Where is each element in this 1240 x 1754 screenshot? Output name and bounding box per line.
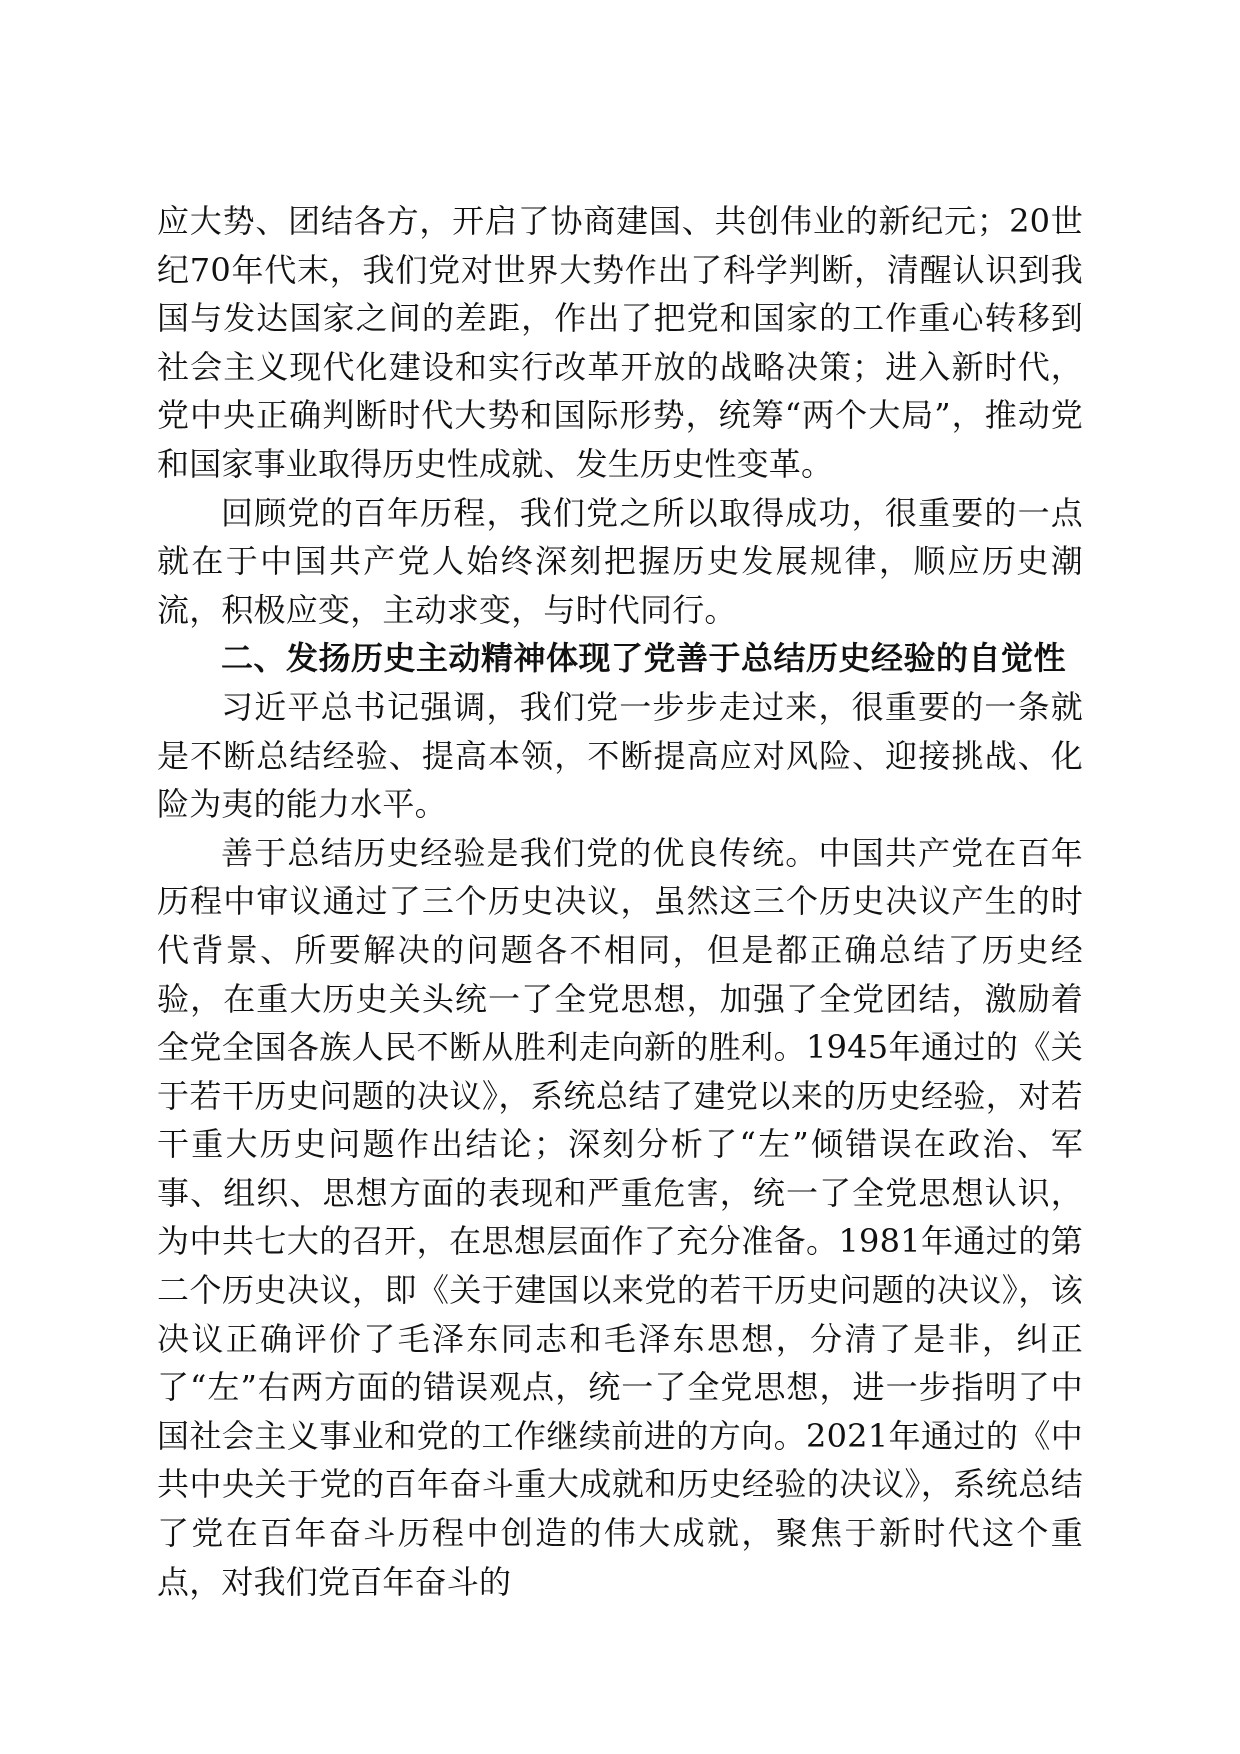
section-heading-two: 二、发扬历史主动精神体现了党善于总结历史经验的自觉性 bbox=[221, 639, 1067, 678]
paragraph-review-century: 回顾党的百年历程，我们党之所以取得成功，很重要的一点就在于中国共产党人始终深刻把握历史发展规律，顺应历史潮流，积极应变，主动求变，与时代同行。 bbox=[157, 493, 1083, 629]
paragraph-historical-resolutions: 善于总结历史经验是我们党的优良传统。中国共产党在百年历程中审议通过了三个历史决议，虽然这三个历史决议产生的时代背景、所要解决的问题各不相同，但是都正确总结了历史经验，在重大历史关头统一了全党思想，加强了全党团结，激励着全党全国各族人民不断从胜利走向新的胜利。1945年通过的《关于若干历史问题的决议》，系统总结了建党以来的历史经验，对若干重大历史问题作出结论；深刻分析了“左”倾错误在政治、军事、组织、思想方面的表现和严重危害，统一了全党思想认识，为中共七大的召开，在思想层面作了充分准备。1981年通过的第二个历史决议，即《关于建国以来党的若干历史问题的决议》，该决议正确评价了毛泽东同志和毛泽东思想，分清了是非，纠正了“左”右两方面的错误观点，统一了全党思想，进一步指明了中国社会主义事业和党的工作继续前进的方向。2021年通过的《中共中央关于党的百年奋斗重大成就和历史经验的决议》，系统总结了党在百年奋斗历程中创造的伟大成就，聚焦于新时代这个重点，对我们党百年奋斗的 bbox=[157, 833, 1083, 1601]
paragraph-continuation: 应大势、团结各方，开启了协商建国、共创伟业的新纪元；20世纪70年代末，我们党对世界大势作出了科学判断，清醒认识到我国与发达国家之间的差距，作出了把党和国家的工作重心转移到社会主义现代化建设和实行改革开放的战略决策；进入新时代，党中央正确判断时代大势和国际形势，统筹“两个大局”，推动党和国家事业取得历史性成就、发生历史性变革。 bbox=[157, 202, 1083, 483]
paragraph-xi-emphasis: 习近平总书记强调，我们党一步步走过来，很重要的一条就是不断总结经验、提高本领，不断提高应对风险、迎接挑战、化险为夷的能力水平。 bbox=[157, 687, 1083, 824]
document-page bbox=[157, 197, 1083, 1606]
